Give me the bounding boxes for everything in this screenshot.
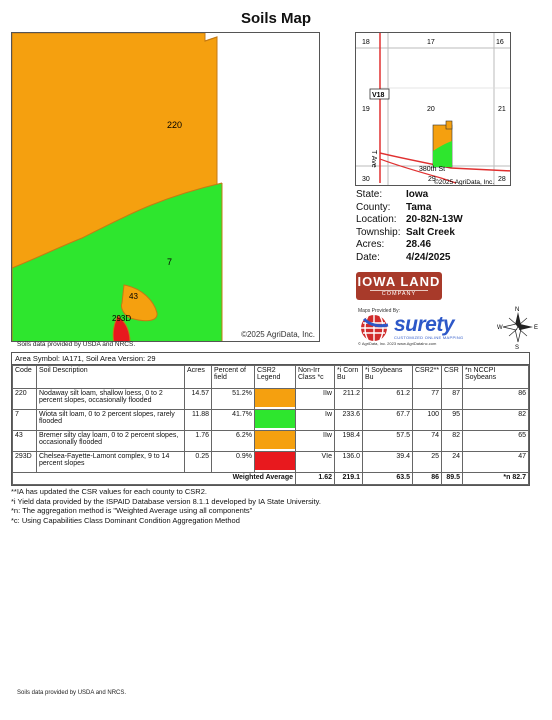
area-symbol: Area Symbol: IA171, Soil Area Version: 29 — [12, 353, 529, 365]
cell-percent: 0.9% — [212, 452, 255, 473]
compass-e: E — [534, 325, 539, 331]
surety-word: surety — [394, 313, 455, 336]
cell-soybeans: 39.4 — [363, 452, 413, 473]
col-header: CSR2** — [413, 366, 442, 389]
cell-csr: 82 — [442, 431, 463, 452]
wavg-soybeans: 63.5 — [363, 473, 413, 485]
info-label: Date: — [356, 251, 380, 263]
cell-acres: 0.25 — [185, 452, 212, 473]
cell-code: 43 — [13, 431, 37, 452]
cell-nccpi: 86 — [463, 389, 529, 410]
map-label-220: 220 — [167, 120, 183, 130]
soils-map-drawing — [12, 33, 320, 342]
cell-acres: 14.57 — [185, 389, 212, 410]
road-t-ave-label: T Ave — [370, 150, 377, 168]
info-value: Tama — [406, 201, 432, 213]
info-row-location — [356, 214, 463, 227]
map-label-293d: 293D — [112, 314, 132, 323]
legend-swatch — [255, 431, 295, 449]
cell-acres: 1.76 — [185, 431, 212, 452]
map-label-7: 7 — [167, 257, 173, 267]
compass-w: W — [497, 325, 503, 331]
table-row — [13, 389, 529, 410]
locator-map-drawing — [356, 33, 511, 186]
wavg-nccpi: *n 82.7 — [463, 473, 529, 485]
cell-acres: 11.88 — [185, 410, 212, 431]
cell-csr2: 100 — [413, 410, 442, 431]
cell-corn: 136.0 — [335, 452, 363, 473]
road-380th-label: 380th St — [419, 166, 446, 173]
page-title: Soils Map — [240, 10, 311, 27]
info-row-state — [356, 189, 463, 202]
col-header: *n NCCPI Soybeans — [463, 366, 529, 389]
cell-percent: 51.2% — [212, 389, 255, 410]
legend-swatch — [255, 452, 295, 470]
col-header: CSR — [442, 366, 463, 389]
table-row — [13, 431, 529, 452]
surety-tagline: CUSTOMIZED ONLINE MAPPING — [394, 335, 464, 340]
weighted-average-label: Weighted Average — [13, 473, 296, 485]
cell-legend — [255, 389, 296, 410]
cell-csr: 87 — [442, 389, 463, 410]
surety-footer: © AgriData, Inc. 2023 www.AgriDataInc.com — [358, 341, 437, 346]
info-value: Iowa — [406, 189, 429, 200]
cell-legend — [255, 452, 296, 473]
cell-description: Bremer silty clay loam, 0 to 2 percent slopes, occasionally flooded — [37, 431, 185, 452]
section-16: 16 — [496, 39, 504, 46]
footnote: *n: The aggregation method is "Weighted Average using all components" — [11, 506, 253, 516]
wavg-csr2: 86 — [413, 473, 442, 485]
legend-swatch — [255, 410, 295, 428]
wavg-csr: 89.5 — [442, 473, 463, 485]
map-label-43: 43 — [129, 292, 138, 301]
info-value: 20-82N-13W — [406, 214, 463, 225]
info-label: State: — [356, 189, 383, 200]
cell-nccpi: 47 — [463, 452, 529, 473]
compass-n: N — [515, 307, 520, 313]
col-header: Code — [13, 366, 37, 389]
cell-csr2: 25 — [413, 452, 442, 473]
section-21: 21 — [498, 106, 506, 113]
info-row-county — [356, 202, 463, 215]
info-row-date — [356, 252, 463, 265]
col-header: Acres — [185, 366, 212, 389]
info-label: Township: — [356, 226, 401, 238]
cell-description: Chelsea-Fayette-Lamont complex, 9 to 14 percent slopes — [37, 452, 185, 473]
map-copyright: ©2025 AgriData, Inc. — [241, 330, 315, 339]
cell-corn: 233.6 — [335, 410, 363, 431]
info-row-acres — [356, 239, 463, 252]
cell-soybeans: 67.7 — [363, 410, 413, 431]
cell-class: VIe — [296, 452, 335, 473]
locator-copyright: ©2025 AgriData, Inc. — [434, 179, 495, 186]
col-header: CSR2 Legend — [255, 366, 296, 389]
location-info — [356, 189, 463, 264]
table-row — [13, 410, 529, 431]
cell-legend — [255, 410, 296, 431]
wavg-corn: 219.1 — [335, 473, 363, 485]
cell-csr2: 74 — [413, 431, 442, 452]
iowa-land-logo[interactable] — [356, 272, 442, 300]
info-row-township — [356, 227, 463, 240]
footnote: **IA has updated the CSR values for each county to CSR2. — [11, 487, 207, 496]
footnote: *i Yield data provided by the ISPAID Database version 8.1.1 developed by IA State University. — [11, 496, 321, 506]
cell-csr2: 77 — [413, 389, 442, 410]
cell-class: Iw — [296, 410, 335, 431]
cell-percent: 6.2% — [212, 431, 255, 452]
col-header: Soil Description — [37, 366, 185, 389]
cell-soybeans: 57.5 — [363, 431, 413, 452]
col-header: *i Soybeans Bu — [363, 366, 413, 389]
cell-corn: 198.4 — [335, 431, 363, 452]
info-label: County: — [356, 201, 391, 213]
table-header-row — [13, 366, 529, 389]
section-28: 28 — [498, 176, 506, 183]
soil-table — [12, 365, 529, 485]
col-header: *i Corn Bu — [335, 366, 363, 389]
surety-globe-icon — [358, 313, 394, 343]
legend-swatch — [255, 389, 295, 407]
section-17: 17 — [427, 39, 435, 46]
cell-csr: 95 — [442, 410, 463, 431]
cell-legend — [255, 431, 296, 452]
road-v18-label: V18 — [372, 92, 385, 99]
col-header: Non-Irr Class *c — [296, 366, 335, 389]
soils-source-note: Soils data provided by USDA and NRCS. — [17, 341, 136, 348]
surety-logo[interactable] — [356, 308, 484, 344]
soil-table-container — [11, 352, 530, 486]
cell-code: 220 — [13, 389, 37, 410]
cell-percent: 41.7% — [212, 410, 255, 431]
cell-description: Wiota silt loam, 0 to 2 percent slopes, rarely flooded — [37, 410, 185, 431]
section-18: 18 — [362, 39, 370, 46]
logo-line1: IOWA LAND — [357, 274, 441, 289]
info-value: Salt Creek — [406, 226, 455, 238]
cell-nccpi: 82 — [463, 410, 529, 431]
footnotes — [11, 487, 321, 525]
locator-map[interactable] — [355, 32, 511, 186]
weighted-average-row — [13, 473, 529, 485]
col-header: Percent of field — [212, 366, 255, 389]
cell-class: IIw — [296, 389, 335, 410]
compass-rose-icon — [497, 304, 539, 350]
cell-csr: 24 — [442, 452, 463, 473]
surety-provided-by: Maps Provided By: — [358, 308, 400, 314]
cell-description: Nodaway silt loam, shallow loess, 0 to 2 percent slopes, occasionally flooded — [37, 389, 185, 410]
cell-nccpi: 65 — [463, 431, 529, 452]
cell-class: IIw — [296, 431, 335, 452]
table-row — [13, 452, 529, 473]
section-29: 29 — [428, 176, 436, 183]
logo-line2: COMPANY — [370, 290, 428, 298]
section-30: 30 — [362, 176, 370, 183]
wavg-class: 1.62 — [296, 473, 335, 485]
info-label: Location: — [356, 214, 397, 225]
info-label: Acres: — [356, 239, 385, 250]
section-20: 20 — [427, 106, 435, 113]
cell-code: 7 — [13, 410, 37, 431]
info-value: 4/24/2025 — [406, 251, 451, 263]
cell-soybeans: 61.2 — [363, 389, 413, 410]
section-19: 19 — [362, 106, 370, 113]
info-value: 28.46 — [406, 239, 432, 250]
soils-map[interactable] — [11, 32, 320, 342]
bottom-source-note: Soils data provided by USDA and NRCS. — [17, 690, 127, 696]
cell-corn: 211.2 — [335, 389, 363, 410]
compass-s: S — [515, 345, 520, 350]
footnote: *c: Using Capabilities Class Dominant Condition Aggregation Method — [11, 515, 240, 525]
cell-code: 293D — [13, 452, 37, 473]
